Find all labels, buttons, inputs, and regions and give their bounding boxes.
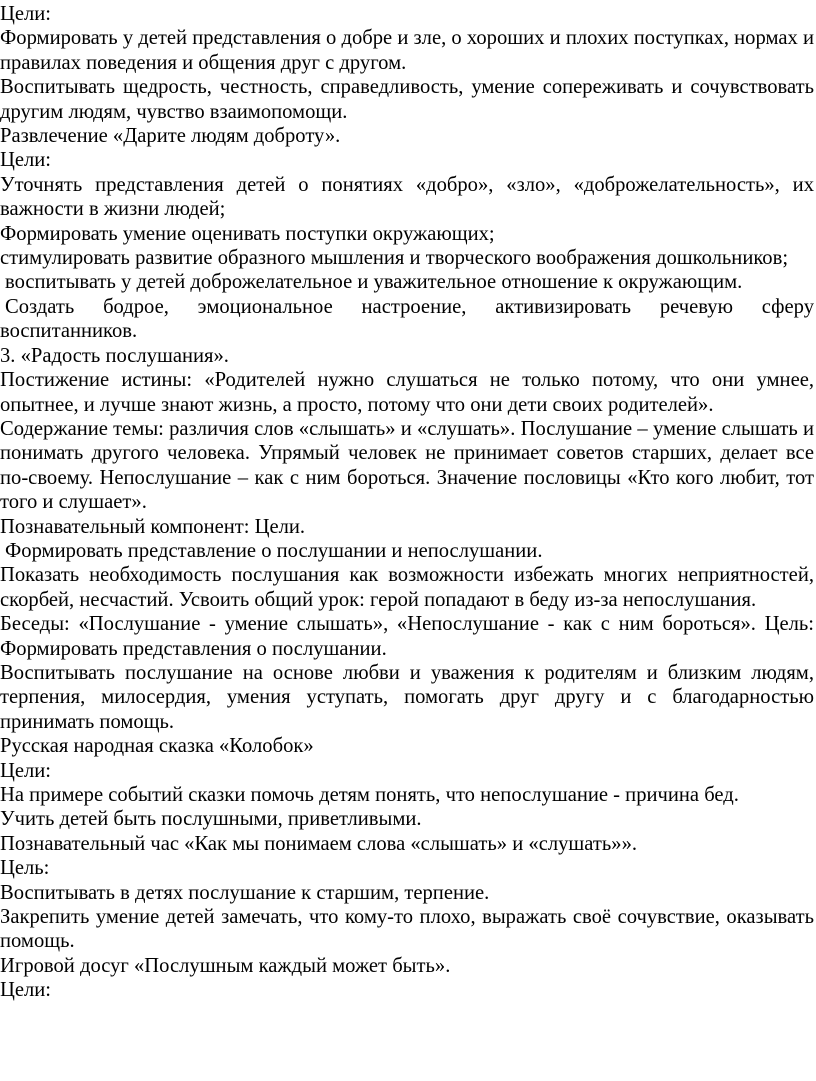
- activity-title: Игровой досуг «Послушным каждый может быть».: [0, 954, 451, 977]
- paragraph: На примере событий сказки помочь детям понять, что непослушание - причина бед.: [0, 784, 739, 806]
- paragraph: Учить детей быть послушными, приветливыми.: [0, 808, 422, 831]
- paragraph: Воспитывать в детях послушание к старшим, терпение.: [0, 881, 490, 904]
- paragraph: стимулировать развитие образного мышления и творческого воображения дошкольников;: [0, 247, 789, 270]
- section-title: 3. «Радость послушания».: [0, 344, 229, 367]
- paragraph: Формировать умение оценивать поступки окружающих;: [0, 222, 495, 245]
- section-heading-goal: Цель:: [0, 857, 50, 880]
- activity-title: Русская народная сказка «Колобок»: [0, 735, 314, 758]
- paragraph: Закрепить умение детей замечать, что кому-то плохо, выражать своё сочувствие, оказывать помощь.: [0, 906, 814, 953]
- paragraph: Воспитывать щедрость, честность, справедливость, умение сопереживать и сочувствовать другим людям, чувство взаимопомощи.: [0, 76, 814, 123]
- paragraph: Формировать у детей представления о добре и зле, о хороших и плохих поступках, нормах и правилах поведения и общения друг с другом.: [0, 27, 814, 74]
- activity-title: Познавательный час «Как мы понимаем слова «слышать» и «слушать»».: [0, 832, 638, 855]
- paragraph: Беседы: «Послушание - умение слышать», «Непослушание - как с ним бороться». Цель: Формировать представления о послушании.: [0, 613, 814, 660]
- paragraph: Формировать представление о послушании и непослушании.: [5, 539, 543, 562]
- paragraph: воспитывать у детей доброжелательное и уважительное отношение к окружающим.: [5, 271, 743, 294]
- paragraph: Показать необходимость послушания как возможности избежать многих неприятностей, скорбей, несчастий. Усвоить общий урок: герой попадают в беду из-за непослушания.: [0, 564, 814, 611]
- section-heading-goals: Цели:: [0, 149, 52, 172]
- paragraph: Уточнять представления детей о понятиях «добро», «зло», «доброжелательность», их важности в жизни людей;: [0, 173, 814, 221]
- section-heading-goals: Цели:: [0, 759, 52, 782]
- section-heading-goals: Цели:: [0, 979, 52, 1002]
- activity-title: Развлечение «Дарите людям доброту».: [0, 125, 341, 148]
- paragraph: Постижение истины: «Родителей нужно слушаться не только потому, что они умнее, опытнее, и лучше знают жизнь, а просто, потому что они дети своих родителей».: [0, 369, 814, 416]
- paragraph: Содержание темы: различия слов «слышать» и «слушать». Послушание – умение слышать и понимать другого человека. Упрямый человек не принимает советов старших, делает все по-своему. Непослушание – как с ним бороться. Значение пословицы «Кто кого любит, тот того и слушает».: [0, 417, 814, 514]
- paragraph: Воспитывать послушание на основе любви и уважения к родителям и близким людям, терпения, милосердия, умения уступать, помогать друг другу и с благодарностью принимать помощь.: [0, 661, 814, 733]
- paragraph: Создать бодрое, эмоциональное настроение, активизировать речевую сферу воспитанников.: [0, 295, 814, 343]
- section-heading-goals: Цели:: [0, 3, 52, 25]
- paragraph: Познавательный компонент: Цели.: [0, 515, 306, 538]
